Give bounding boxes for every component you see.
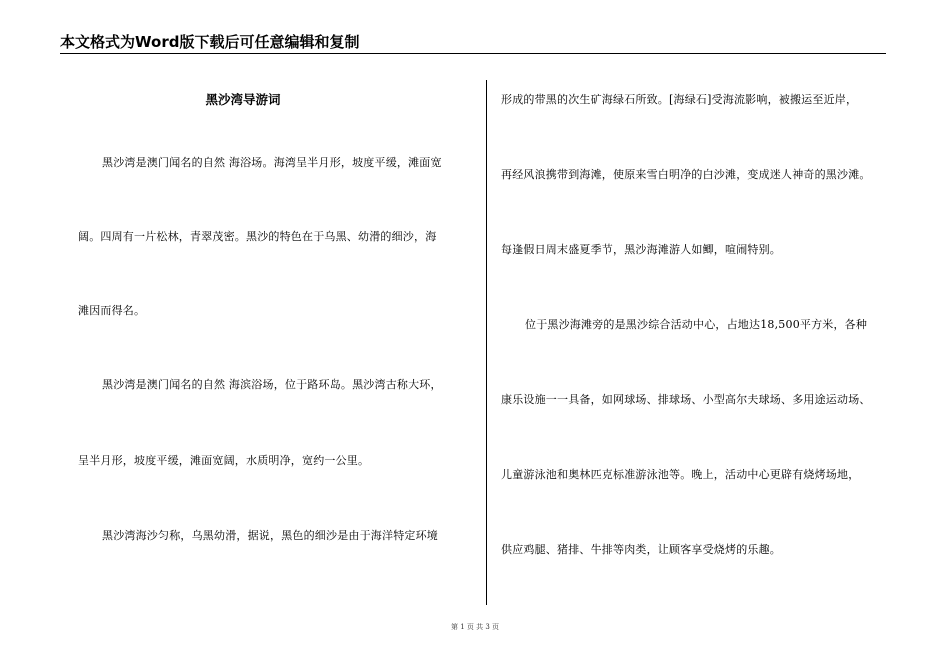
right-line-3: 每逢假日周末盛夏季节，黑沙海滩游人如鲫，喧闹特别。	[501, 243, 781, 256]
left-line-3: 滩因而得名。	[78, 304, 146, 317]
left-line-6: 黑沙湾海沙匀称，乌黑幼滑，据说，黑色的细沙是由于海洋特定环境	[102, 529, 438, 542]
right-line-2: 再经风浪携带到海滩，使原来雪白明净的白沙滩，变成迷人神奇的黑沙滩。	[501, 168, 871, 181]
left-line-2: 阔。四周有一片松林，青翠茂密。黑沙的特色在于乌黑、幼滑的细沙，海	[78, 230, 437, 243]
document-title: 黑沙湾导游词	[205, 92, 281, 107]
left-line-4: 黑沙湾是澳门闻名的自然 海滨浴场，位于路环岛。黑沙湾古称大环，	[102, 378, 442, 391]
download-banner-text: 本文格式为Word版下载后可任意编辑和复制	[60, 33, 360, 51]
right-line-6: 儿童游泳池和奥林匹克标准游泳池等。晚上，活动中心更辟有烧烤场地，	[501, 468, 860, 481]
right-line-1: 形成的带黑的次生矿海绿石所致。[海绿石]受海流影响，被搬运至近岸，	[501, 93, 858, 106]
left-line-1: 黑沙湾是澳门闻名的自然 海浴场。海湾呈半月形，坡度平缓，滩面宽	[102, 156, 442, 169]
column-divider	[486, 80, 487, 605]
right-line-4: 位于黑沙海滩旁的是黑沙综合活动中心，占地达18,500平方米，各种	[525, 318, 868, 331]
page-number: 第 1 页 共 3 页	[450, 623, 500, 631]
left-line-5: 呈半月形，坡度平缓，滩面宽阔，水质明净，宽约一公里。	[78, 454, 370, 467]
header-divider	[60, 53, 886, 54]
right-line-7: 供应鸡腿、猪排、牛排等肉类，让顾客享受烧烤的乐趣。	[501, 543, 781, 556]
right-line-5: 康乐设施一一具备，如网球场、排球场、小型高尔夫球场、多用途运动场、	[501, 393, 871, 406]
